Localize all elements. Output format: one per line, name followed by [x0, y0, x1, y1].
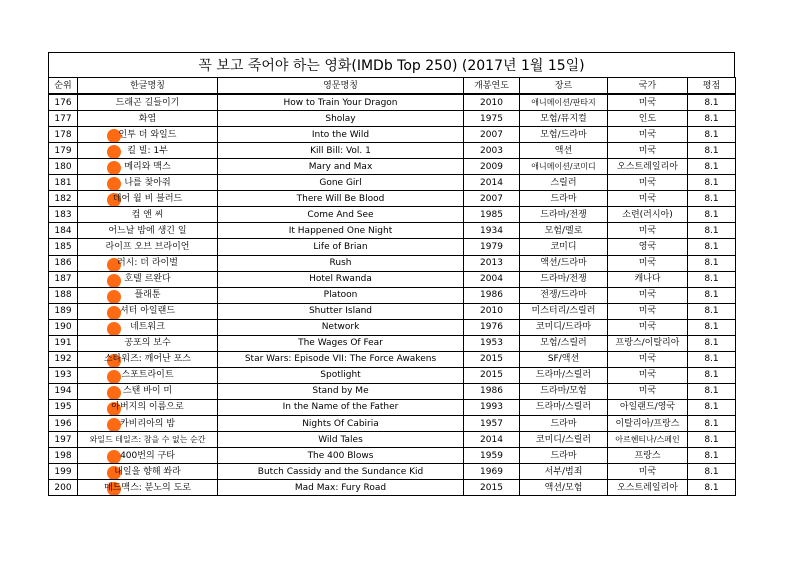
genre-cell: 액션/모험 [520, 480, 608, 496]
korean-title-cell [78, 191, 218, 207]
country-cell: 미국 [608, 191, 688, 207]
rank-cell: 177 [49, 111, 78, 127]
table-row [49, 367, 736, 383]
rating-cell: 8.1 [688, 303, 736, 319]
rank-cell: 194 [49, 383, 78, 399]
korean-title-text: 어느날 밤에 생긴 일 [108, 225, 187, 236]
table-row [49, 94, 736, 111]
genre-cell: 모험/스릴러 [520, 335, 608, 351]
country-cell: 인도 [608, 111, 688, 127]
rank-cell: 198 [49, 448, 78, 464]
english-title-cell: Into the Wild [218, 127, 464, 143]
table-row [49, 448, 736, 464]
year-cell: 2007 [464, 191, 520, 207]
col-header-country: 국가 [608, 78, 688, 95]
korean-title-cell [78, 255, 218, 271]
rank-cell: 184 [49, 223, 78, 239]
col-header-english-title: 영문명칭 [218, 78, 464, 95]
rating-cell: 8.1 [688, 191, 736, 207]
genre-cell: 액션/드라마 [520, 255, 608, 271]
rank-cell: 196 [49, 415, 78, 431]
year-cell: 1953 [464, 335, 520, 351]
rank-cell: 182 [49, 191, 78, 207]
english-title-cell: Stand by Me [218, 383, 464, 399]
table-row [49, 159, 736, 175]
english-title-cell: How to Train Your Dragon [218, 94, 464, 111]
english-title-cell: Spotlight [218, 367, 464, 383]
korean-title-text: 400번의 구타 [120, 450, 175, 461]
orange-marker-dot-icon [107, 145, 121, 159]
korean-title-text: 인투 더 와일드 [118, 129, 177, 140]
col-header-rating: 평점 [688, 78, 736, 95]
genre-cell: 액션 [520, 143, 608, 159]
year-cell: 2004 [464, 271, 520, 287]
english-title-cell: Life of Brian [218, 239, 464, 255]
rank-cell: 183 [49, 207, 78, 223]
korean-title-cell [78, 319, 218, 335]
orange-marker-dot-icon [107, 177, 121, 191]
korean-title-text: 셔터 아일랜드 [119, 306, 176, 317]
rank-cell: 199 [49, 464, 78, 480]
country-cell: 미국 [608, 287, 688, 303]
orange-marker-dot-icon [107, 322, 121, 336]
country-cell: 미국 [608, 303, 688, 319]
korean-title-cell [78, 127, 218, 143]
genre-cell: 스릴러 [520, 175, 608, 191]
english-title-cell: Star Wars: Episode VII: The Force Awakens [218, 351, 464, 367]
year-cell: 2014 [464, 175, 520, 191]
rank-cell: 187 [49, 271, 78, 287]
rank-cell: 181 [49, 175, 78, 191]
country-cell: 미국 [608, 255, 688, 271]
col-header-genre: 장르 [520, 78, 608, 95]
korean-title-cell [78, 448, 218, 464]
genre-cell: 드라마 [520, 191, 608, 207]
korean-title-cell [78, 464, 218, 480]
table-row [49, 223, 736, 239]
rank-cell: 191 [49, 335, 78, 351]
rank-cell: 176 [49, 94, 78, 111]
rank-cell: 193 [49, 367, 78, 383]
year-cell: 1975 [464, 111, 520, 127]
rank-cell: 200 [49, 480, 78, 496]
rating-cell: 8.1 [688, 239, 736, 255]
korean-title-cell [78, 207, 218, 223]
genre-cell: 드라마 [520, 448, 608, 464]
table-row [49, 143, 736, 159]
korean-title-text: 나를 찾아줘 [124, 177, 171, 188]
korean-title-cell [78, 239, 218, 255]
korean-title-text: 네트워크 [130, 322, 165, 333]
rank-cell: 195 [49, 399, 78, 415]
english-title-cell: Kill Bill: Vol. 1 [218, 143, 464, 159]
korean-title-text: 드래곤 길들이기 [115, 97, 180, 108]
english-title-cell: Rush [218, 255, 464, 271]
rank-cell: 178 [49, 127, 78, 143]
orange-marker-dot-icon [107, 370, 121, 384]
english-title-cell: Nights Of Cabiria [218, 415, 464, 431]
year-cell: 1934 [464, 223, 520, 239]
orange-marker-dot-icon [107, 306, 121, 320]
genre-cell: 코미디/드라마 [520, 319, 608, 335]
rank-cell: 180 [49, 159, 78, 175]
orange-marker-dot-icon [107, 274, 121, 288]
genre-cell: 코미디 [520, 239, 608, 255]
country-cell: 소련(러시아) [608, 207, 688, 223]
rating-cell: 8.1 [688, 255, 736, 271]
korean-title-cell [78, 111, 218, 127]
year-cell: 1985 [464, 207, 520, 223]
country-cell: 미국 [608, 319, 688, 335]
english-title-cell: Come And See [218, 207, 464, 223]
korean-title-cell [78, 223, 218, 239]
year-cell: 2013 [464, 255, 520, 271]
country-cell: 프랑스 [608, 448, 688, 464]
country-cell: 아일랜드/영국 [608, 399, 688, 415]
english-title-cell: The 400 Blows [218, 448, 464, 464]
year-cell: 2015 [464, 367, 520, 383]
korean-title-cell [78, 175, 218, 191]
country-cell: 미국 [608, 175, 688, 191]
orange-marker-dot-icon [107, 386, 121, 400]
korean-title-text: 공포의 보수 [124, 338, 171, 349]
rating-cell: 8.1 [688, 448, 736, 464]
english-title-cell: Shutter Island [218, 303, 464, 319]
table-row [49, 271, 736, 287]
genre-cell: 미스터리/스릴러 [520, 303, 608, 319]
rating-cell: 8.1 [688, 432, 736, 448]
korean-title-cell [78, 94, 218, 111]
korean-title-cell [78, 415, 218, 431]
movie-list-sheet [48, 52, 735, 496]
korean-title-text: 아버지의 이름으로 [111, 402, 184, 413]
year-cell: 2003 [464, 143, 520, 159]
rating-cell: 8.1 [688, 94, 736, 111]
genre-cell: 드라마/전쟁 [520, 271, 608, 287]
genre-cell: SF/액션 [520, 351, 608, 367]
korean-title-cell [78, 159, 218, 175]
orange-marker-dot-icon [107, 161, 121, 175]
english-title-cell: The Wages Of Fear [218, 335, 464, 351]
korean-title-text: 카비리아의 밤 [119, 418, 176, 429]
table-row [49, 383, 736, 399]
table-row [49, 111, 736, 127]
rating-cell: 8.1 [688, 319, 736, 335]
table-row [49, 415, 736, 431]
english-title-cell: In the Name of the Father [218, 399, 464, 415]
korean-title-cell [78, 383, 218, 399]
genre-cell: 드라마/전쟁 [520, 207, 608, 223]
rank-cell: 185 [49, 239, 78, 255]
country-cell: 아르헨티나/스페인 [608, 432, 688, 448]
orange-marker-dot-icon [107, 290, 121, 304]
table-row [49, 432, 736, 448]
country-cell: 미국 [608, 383, 688, 399]
year-cell: 2010 [464, 303, 520, 319]
col-header-rank: 순위 [49, 78, 78, 95]
genre-cell: 드라마/스릴러 [520, 367, 608, 383]
rating-cell: 8.1 [688, 111, 736, 127]
country-cell: 캐나다 [608, 271, 688, 287]
rank-cell: 179 [49, 143, 78, 159]
korean-title-text: 킬 빌: 1부 [127, 145, 168, 156]
table-row [49, 207, 736, 223]
rank-cell: 197 [49, 432, 78, 448]
country-cell: 영국 [608, 239, 688, 255]
korean-title-text: 데어 윌 비 블러드 [112, 193, 183, 204]
genre-cell: 애니메이션/코미디 [520, 159, 608, 175]
table-row [49, 319, 736, 335]
korean-title-text: 내일을 향해 쏴라 [114, 466, 181, 477]
table-row [49, 239, 736, 255]
col-header-korean-title: 한글명칭 [78, 78, 218, 95]
english-title-cell: Hotel Rwanda [218, 271, 464, 287]
year-cell: 2010 [464, 94, 520, 111]
rating-cell: 8.1 [688, 367, 736, 383]
country-cell: 미국 [608, 223, 688, 239]
genre-cell: 드라마/모험 [520, 383, 608, 399]
korean-title-cell [78, 303, 218, 319]
korean-title-text: 컴 앤 씨 [131, 209, 164, 220]
genre-cell: 전쟁/드라마 [520, 287, 608, 303]
english-title-cell: Butch Cassidy and the Sundance Kid [218, 464, 464, 480]
table-row [49, 191, 736, 207]
country-cell: 프랑스/이탈리아 [608, 335, 688, 351]
country-cell: 이탈리아/프랑스 [608, 415, 688, 431]
year-cell: 1976 [464, 319, 520, 335]
orange-marker-dot-icon [107, 418, 121, 432]
year-cell: 1969 [464, 464, 520, 480]
english-title-cell: Network [218, 319, 464, 335]
genre-cell: 드라마/스릴러 [520, 399, 608, 415]
year-cell: 1993 [464, 399, 520, 415]
korean-title-cell [78, 480, 218, 496]
rank-cell: 189 [49, 303, 78, 319]
genre-cell: 모험/드라마 [520, 127, 608, 143]
korean-title-text: 스포트라이트 [121, 370, 174, 381]
korean-title-text: 와일드 테일즈: 참을 수 없는 순간 [89, 434, 206, 444]
korean-title-text: 라이프 오브 브라이언 [105, 241, 190, 252]
korean-title-text: 플래툰 [134, 290, 161, 301]
country-cell: 미국 [608, 94, 688, 111]
genre-cell: 코미디/스릴러 [520, 432, 608, 448]
table-row [49, 399, 736, 415]
genre-cell: 애니메이션/판타지 [520, 94, 608, 111]
english-title-cell: Mad Max: Fury Road [218, 480, 464, 496]
table-row [49, 127, 736, 143]
rating-cell: 8.1 [688, 383, 736, 399]
year-cell: 2015 [464, 351, 520, 367]
year-cell: 1959 [464, 448, 520, 464]
rating-cell: 8.1 [688, 143, 736, 159]
english-title-cell: Sholay [218, 111, 464, 127]
sheet-title: 꼭 보고 죽어야 하는 영화(IMDb Top 250) (2017년 1월 15일) [48, 52, 735, 77]
korean-title-cell [78, 432, 218, 448]
genre-cell: 모험/멜로 [520, 223, 608, 239]
table-row [49, 480, 736, 496]
korean-title-cell [78, 287, 218, 303]
english-title-cell: Platoon [218, 287, 464, 303]
country-cell: 미국 [608, 367, 688, 383]
rating-cell: 8.1 [688, 480, 736, 496]
english-title-cell: Wild Tales [218, 432, 464, 448]
rating-cell: 8.1 [688, 464, 736, 480]
rating-cell: 8.1 [688, 335, 736, 351]
movie-table [48, 77, 736, 496]
table-row [49, 255, 736, 271]
year-cell: 2014 [464, 432, 520, 448]
korean-title-text: 러시: 더 라이벌 [117, 258, 178, 269]
korean-title-cell [78, 143, 218, 159]
col-header-year: 개봉연도 [464, 78, 520, 95]
korean-title-cell [78, 399, 218, 415]
english-title-cell: It Happened One Night [218, 223, 464, 239]
orange-marker-dot-icon [107, 450, 121, 464]
country-cell: 미국 [608, 127, 688, 143]
year-cell: 2015 [464, 480, 520, 496]
table-row [49, 303, 736, 319]
korean-title-text: 화염 [138, 113, 157, 124]
genre-cell: 서부/범죄 [520, 464, 608, 480]
korean-title-text: 매드맥스: 분노의 도로 [103, 482, 191, 493]
table-row [49, 287, 736, 303]
korean-title-text: 호텔 르완다 [124, 274, 171, 285]
year-cell: 2007 [464, 127, 520, 143]
korean-title-cell [78, 335, 218, 351]
country-cell: 오스트레일리아 [608, 159, 688, 175]
country-cell: 오스트레일리아 [608, 480, 688, 496]
year-cell: 2009 [464, 159, 520, 175]
english-title-cell: Mary and Max [218, 159, 464, 175]
rank-cell: 188 [49, 287, 78, 303]
rating-cell: 8.1 [688, 175, 736, 191]
rating-cell: 8.1 [688, 351, 736, 367]
country-cell: 미국 [608, 143, 688, 159]
korean-title-text: 스타워즈: 깨어난 포스 [103, 354, 191, 365]
year-cell: 1986 [464, 287, 520, 303]
table-header-row [49, 78, 736, 95]
rating-cell: 8.1 [688, 415, 736, 431]
english-title-cell: Gone Girl [218, 175, 464, 191]
korean-title-cell [78, 351, 218, 367]
rating-cell: 8.1 [688, 271, 736, 287]
rating-cell: 8.1 [688, 287, 736, 303]
rating-cell: 8.1 [688, 399, 736, 415]
year-cell: 1957 [464, 415, 520, 431]
genre-cell: 드라마 [520, 415, 608, 431]
english-title-cell: There Will Be Blood [218, 191, 464, 207]
rating-cell: 8.1 [688, 127, 736, 143]
table-row [49, 351, 736, 367]
korean-title-text: 메리와 맥스 [124, 161, 171, 172]
rank-cell: 186 [49, 255, 78, 271]
rank-cell: 190 [49, 319, 78, 335]
korean-title-text: 스탠 바이 미 [122, 386, 173, 397]
korean-title-cell [78, 271, 218, 287]
rating-cell: 8.1 [688, 207, 736, 223]
year-cell: 1979 [464, 239, 520, 255]
genre-cell: 모험/뮤지컬 [520, 111, 608, 127]
country-cell: 미국 [608, 351, 688, 367]
rating-cell: 8.1 [688, 223, 736, 239]
table-row [49, 335, 736, 351]
rating-cell: 8.1 [688, 159, 736, 175]
country-cell: 미국 [608, 464, 688, 480]
korean-title-cell [78, 367, 218, 383]
rank-cell: 192 [49, 351, 78, 367]
table-row [49, 464, 736, 480]
year-cell: 1986 [464, 383, 520, 399]
table-row [49, 175, 736, 191]
